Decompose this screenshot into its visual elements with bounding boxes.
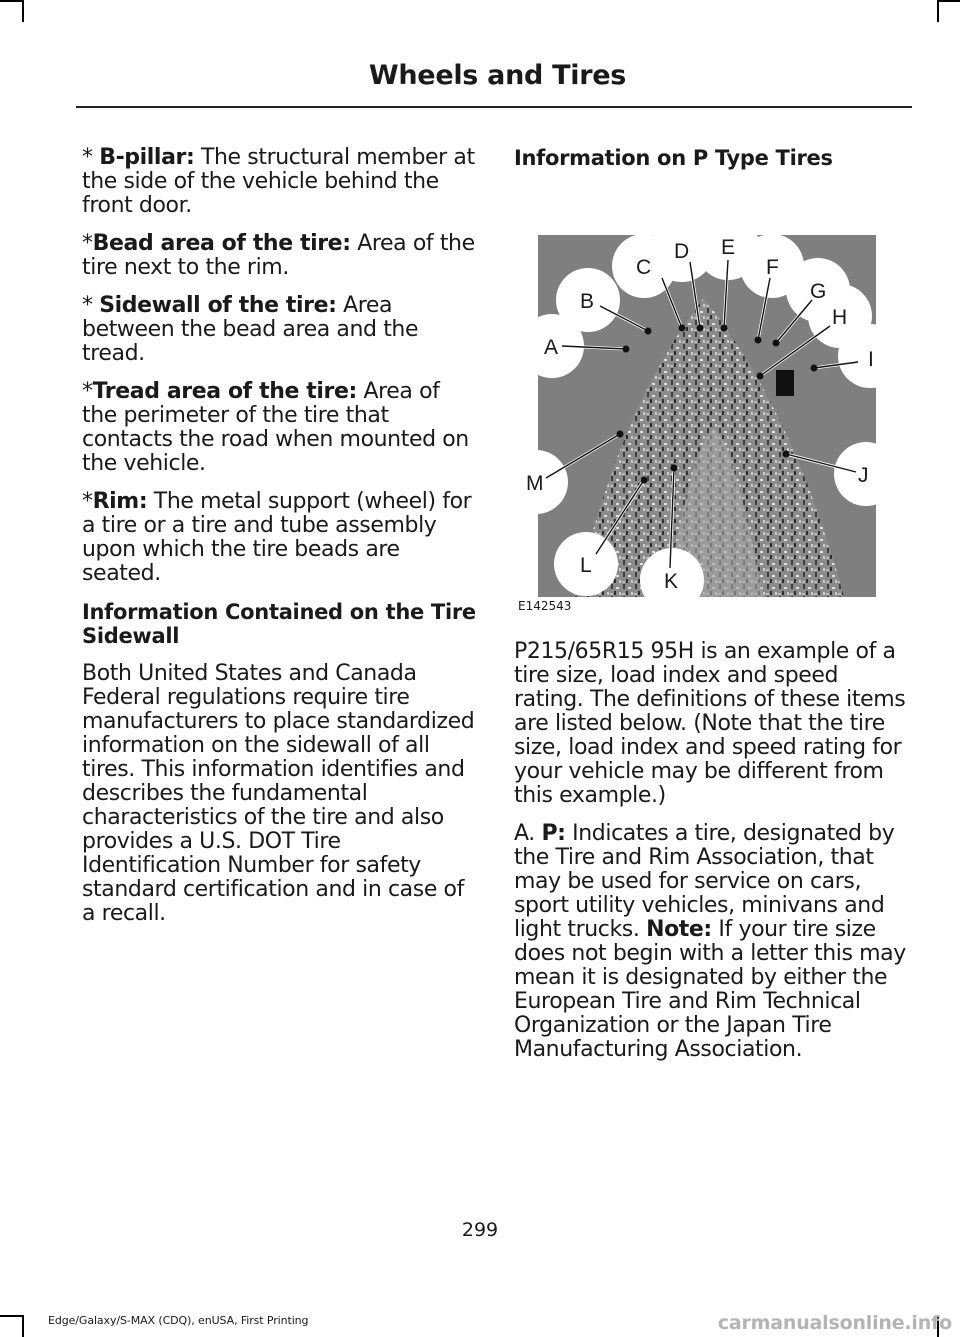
definition-text: The structural member at the side of the vehicle behind the front door. <box>82 145 475 218</box>
callout-label-m: M <box>526 472 544 495</box>
callout-label-k: K <box>664 570 678 593</box>
definition-b-pillar: * B-pillar: The structural member at the side of the vehicle behind the front door. <box>82 145 475 218</box>
tire-sidewall-illustration <box>514 188 910 612</box>
definition-text: Area of the perimeter of the tire that contacts the road when mounted on the vehicle. <box>82 379 469 476</box>
crop-mark-top-right <box>938 0 960 2</box>
definition-text: Area of the tire next to the rim. <box>82 231 475 280</box>
tire-size-intro: P215/65R15 95H is an example of a tire size, load index and speed rating. The definitions of these items are listed below. (Note that the tire size, load index and speed rating for your vehicle may be different from this example.) <box>514 639 906 808</box>
note-term: Note: <box>646 917 712 942</box>
tire-mark <box>776 370 794 396</box>
definition-term: Tread area of the tire: <box>92 379 357 404</box>
footer-edition: Edge/Galaxy/S-MAX (CDQ), enUSA, First Printing <box>48 1314 309 1327</box>
definition-text: Area between the bead area and the tread. <box>82 293 419 366</box>
callout-label-e: E <box>721 236 735 259</box>
definition-term: Bead area of the tire: <box>92 231 351 256</box>
definition-bead-area: *Bead area of the tire: Area of the tire next to the rim. <box>82 231 475 280</box>
figure-code: E142543 <box>518 599 572 613</box>
crop-mark-bottom-left <box>0 1315 22 1317</box>
header-rule <box>76 106 912 108</box>
watermark-logo: carmanualsonline.info <box>717 1312 952 1334</box>
callout-label-j: J <box>858 464 869 487</box>
definition-text: Indicates a tire, designated by the Tire and Rim Association, that may be used for service on cars, sport utility vehicles, minivans and light trucks. <box>514 821 895 942</box>
page-header-title: Wheels and Tires <box>368 60 626 91</box>
item-a-definition: A. P: Indicates a tire, designated by the Tire and Rim Association, that may be used for service on cars, sport utility vehicles, minivans and light trucks. Note: If your tire size does not begin with a letter this may mean it is designated by either the European Tire and Rim Technical Organization or the Japan Tire Manufacturing Association. <box>514 821 906 1062</box>
definition-sidewall: * Sidewall of the tire: Area between the bead area and the tread. <box>82 293 419 366</box>
crop-mark-top-left <box>0 0 22 2</box>
callout-label-g: G <box>810 280 826 303</box>
callout-label-c: C <box>636 256 651 279</box>
definition-term: P: <box>541 821 566 846</box>
crop-mark-top-left-v <box>22 0 24 22</box>
definition-term: B-pillar: <box>99 145 195 170</box>
callout-label-a: A <box>544 336 558 359</box>
right-column <box>514 146 910 1076</box>
crop-mark-top-right-v <box>937 0 939 22</box>
callout-label-l: L <box>580 554 592 577</box>
callout-label-h: H <box>832 306 847 329</box>
tire-sidewall-figure <box>514 188 910 612</box>
callout-label-b: B <box>580 290 594 313</box>
definition-rim: *Rim: The metal support (wheel) for a tire or a tire and tube assembly upon which the tire beads are seated. <box>82 489 472 586</box>
callout-label-d: D <box>674 240 689 263</box>
page-number: 299 <box>461 1219 499 1241</box>
definition-term: Sidewall of the tire: <box>99 293 337 318</box>
note-text: If your tire size does not begin with a letter this may mean it is designated by either the European Tire and Rim Technical Organization or the Japan Tire Manufacturing Association. <box>514 917 906 1062</box>
callout-label-f: F <box>766 256 779 279</box>
section-heading-p-type: Information on P Type Tires <box>514 146 833 170</box>
crop-mark-bottom-left-v <box>22 1315 24 1337</box>
left-column <box>82 146 478 940</box>
definition-term: Rim: <box>92 489 148 514</box>
callout-label-i: I <box>868 348 874 371</box>
definition-tread-area: *Tread area of the tire: Area of the perimeter of the tire that contacts the road when mounted on the vehicle. <box>82 379 469 476</box>
sidewall-info-paragraph: Both United States and Canada Federal regulations require tire manufacturers to place standardized information on the sidewall of all tires. This information identifies and describes the fundamental characteristics of the tire and also provides a U.S. DOT Tire Identification Number for safety standard certification and in case of a recall. <box>82 661 475 926</box>
section-heading-sidewall-info: Information Contained on the Tire Sidewall <box>82 600 476 648</box>
definition-text: The metal support (wheel) for a tire or a tire and tube assembly upon which the tire beads are seated. <box>82 489 472 586</box>
